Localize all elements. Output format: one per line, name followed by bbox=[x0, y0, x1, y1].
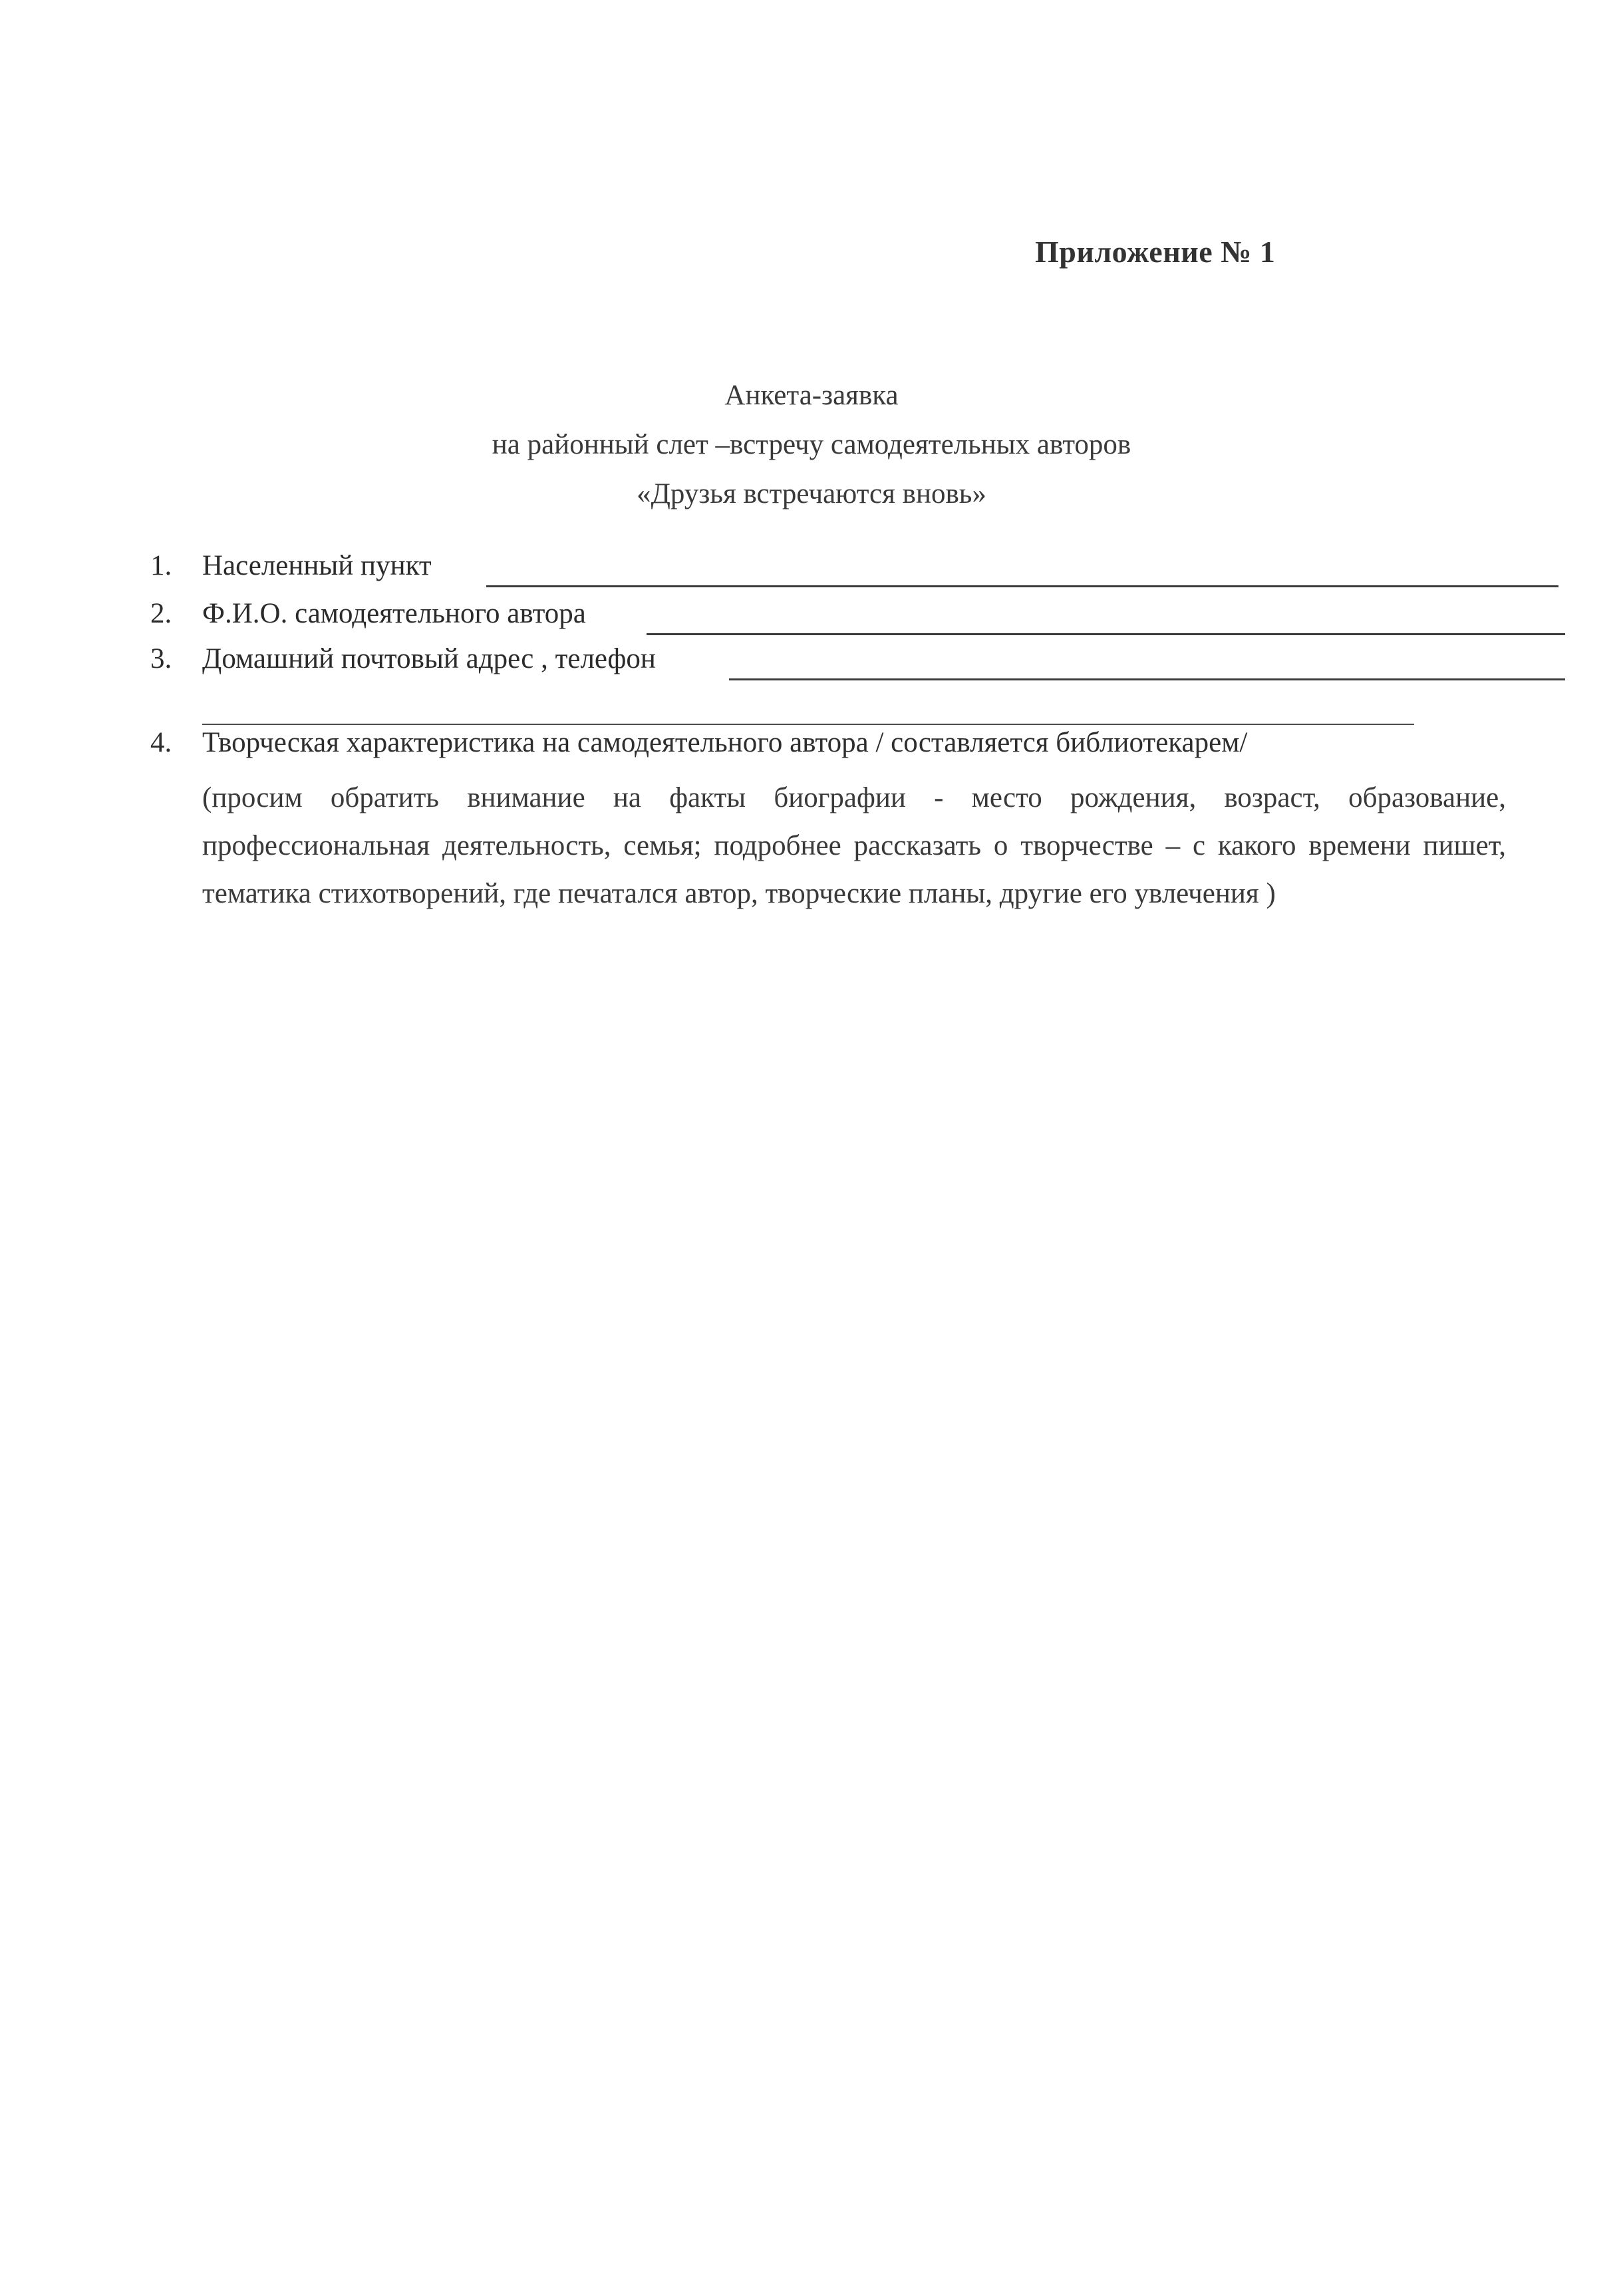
item-title: Творческая характеристика на самодеятельного автора / составляется библиотекарем/ bbox=[202, 727, 1248, 758]
address-phone-blank-line[interactable] bbox=[729, 643, 1565, 680]
field-label: Домашний почтовый адрес , телефон bbox=[202, 643, 656, 674]
item-instructions: (просим обратить внимание на факты биографии - место рождения, возраст, образование, профессиональная деятельность, семья; подробнее рассказать о творчестве – с какого времени пишет, тематика стихотворений, где печатался автор, творческие планы, другие его увлечения ) bbox=[202, 782, 1506, 909]
heading-subtitle: на районный слет –встречу самодеятельных авторов bbox=[492, 429, 1131, 460]
locality-blank-line[interactable] bbox=[486, 549, 1558, 587]
field-number: 2. bbox=[150, 598, 172, 629]
heading-title: Анкета-заявка bbox=[724, 380, 899, 411]
field-locality bbox=[150, 549, 1414, 589]
field-address-phone bbox=[150, 643, 1414, 682]
heading-event-name: «Друзья встречаются вновь» bbox=[637, 478, 986, 509]
field-number: 3. bbox=[150, 643, 172, 674]
field-label: Населенный пункт bbox=[202, 550, 432, 581]
field-number: 1. bbox=[150, 550, 172, 581]
field-author-name bbox=[150, 597, 1414, 637]
address-continuation-blank-line[interactable] bbox=[202, 724, 1414, 725]
author-name-blank-line[interactable] bbox=[647, 597, 1565, 635]
field-label: Ф.И.О. самодеятельного автора bbox=[202, 598, 586, 629]
appendix-label: Приложение № 1 bbox=[1035, 235, 1276, 269]
item-number: 4. bbox=[150, 727, 172, 758]
